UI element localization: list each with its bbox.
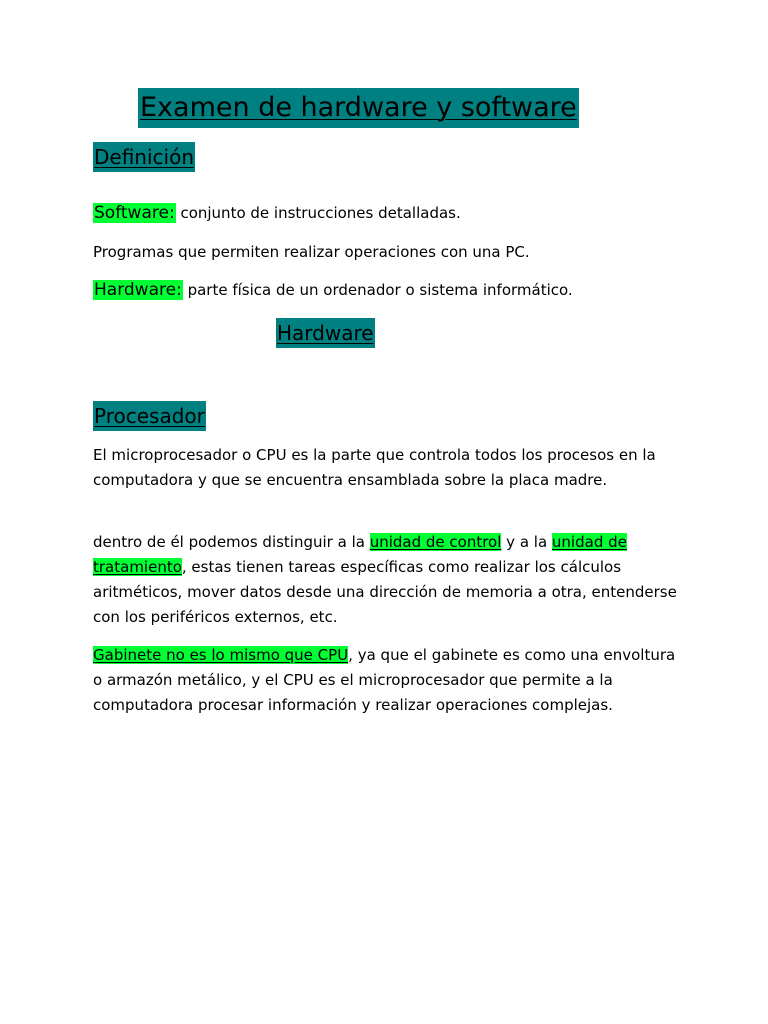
para3-text: , ya que el gabinete es como una envoltura o armazón metálico, y el CPU es el microprocesador que permite a la computadora procesar información y realizar operaciones complejas. <box>93 646 676 714</box>
highlight-unidad-de-tratamiento: unidad de tratamiento <box>93 533 627 576</box>
para2-text-1: dentro de él podemos distinguir a la <box>93 533 370 551</box>
document-title: Examen de hardware y software <box>138 88 579 128</box>
highlight-gabinete: Gabinete no es lo mismo que CPU <box>93 646 349 664</box>
para2-text-2: y a la <box>501 533 552 551</box>
software-definition <box>93 203 461 223</box>
highlight-unidad-de-control: unidad de control <box>369 533 502 551</box>
procesador-paragraph-1: El microprocesador o CPU es la parte que controla todos los procesos en la computadora y que se encuentra ensamblada sobre la placa madre. <box>93 446 656 489</box>
procesador-paragraph-3 <box>93 643 683 718</box>
software-term: Software: <box>94 203 175 223</box>
heading-definicion: Definición <box>93 142 195 172</box>
heading-procesador: Procesador <box>93 401 206 431</box>
hardware-text: parte física de un ordenador o sistema informático. <box>187 281 573 299</box>
hardware-term: Hardware: <box>94 280 182 300</box>
heading-hardware: Hardware <box>276 318 375 348</box>
programas-text: Programas que permiten realizar operaciones con una PC. <box>93 243 530 261</box>
procesador-paragraph-2 <box>93 530 683 630</box>
title-container <box>138 88 579 128</box>
hardware-definition <box>93 280 573 300</box>
para2-text-3: , estas tienen tareas específicas como realizar los cálculos aritméticos, mover datos desde una dirección de memoria a otra, entenderse con los periféricos externos, etc. <box>93 558 677 626</box>
software-text: conjunto de instrucciones detalladas. <box>180 204 461 222</box>
